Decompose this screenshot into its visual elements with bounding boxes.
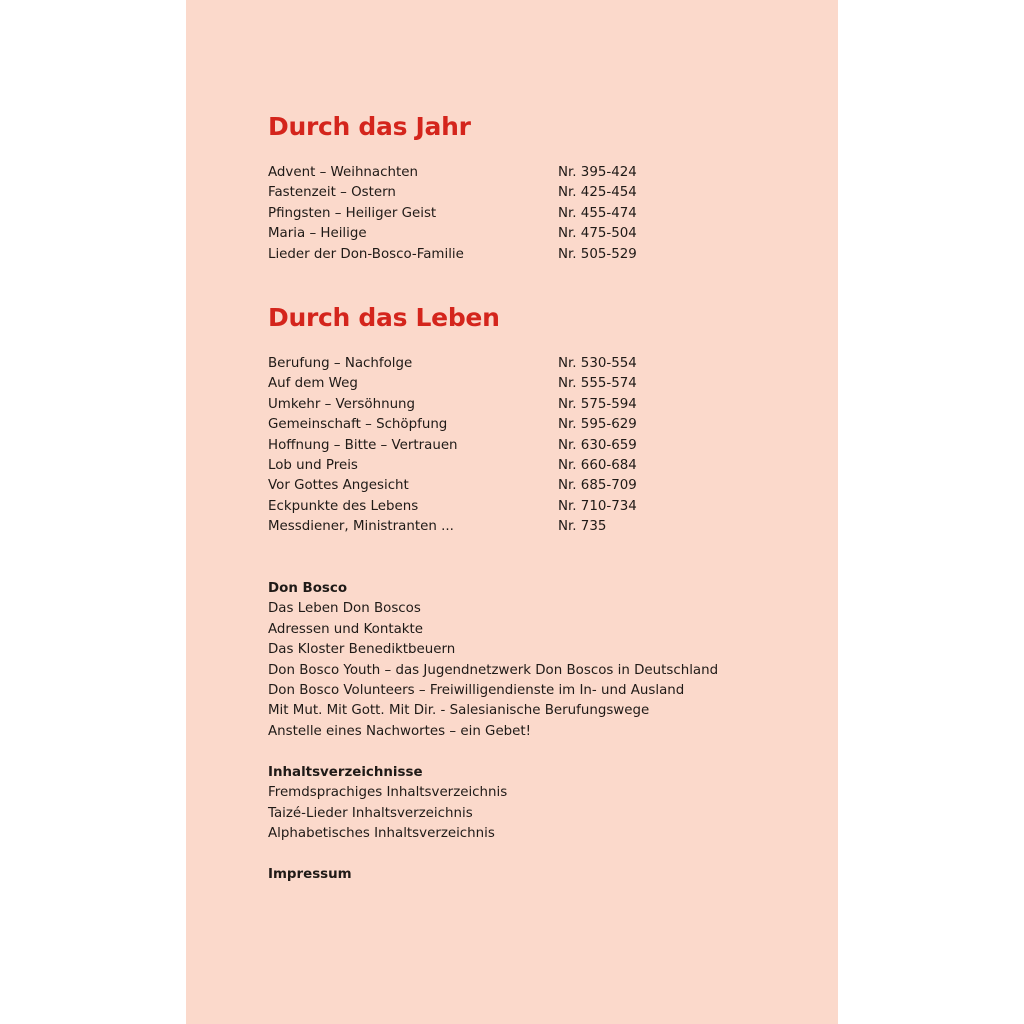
section-heading-durch-das-leben: Durch das Leben	[268, 303, 500, 332]
impressum-title: Impressum	[268, 867, 352, 882]
don-bosco-entry: Don Bosco Youth – das Jugendnetzwerk Don Boscos in Deutschland	[268, 662, 719, 678]
toc-entry-number: Nr. 530-554	[558, 356, 637, 371]
toc-entry-number: Nr. 425-454	[558, 185, 637, 201]
toc-entry	[268, 245, 828, 265]
toc-entry-number: Nr. 395-424	[558, 165, 637, 180]
toc-entry-number: Nr. 575-594	[558, 396, 637, 412]
section-heading-durch-das-jahr: Durch das Jahr	[268, 112, 471, 141]
toc-entry-number: Nr. 660-684	[558, 457, 637, 473]
toc-entry	[268, 183, 828, 203]
toc-entry-title: Auf dem Weg	[268, 376, 358, 392]
indexes-entry: Alphabetisches Inhaltsverzeichnis	[268, 826, 495, 842]
don-bosco-entry: Don Bosco Volunteers – Freiwilligendienste im In- und Ausland	[268, 682, 685, 698]
indexes-entry: Fremdsprachiges Inhaltsverzeichnis	[268, 785, 508, 801]
toc-entry	[268, 476, 828, 496]
toc-entry-number: Nr. 630-659	[558, 437, 637, 453]
toc-entry-title: Pfingsten – Heiliger Geist	[268, 205, 437, 221]
toc-entry	[268, 456, 828, 476]
toc-entry	[268, 436, 828, 456]
toc-list-durch-das-jahr	[268, 163, 828, 265]
don-bosco-entry: Das Leben Don Boscos	[268, 601, 421, 617]
toc-entry	[268, 224, 828, 244]
toc-entry	[268, 517, 828, 537]
document-page	[186, 0, 838, 1024]
toc-entry-title: Berufung – Nachfolge	[268, 356, 413, 371]
toc-entry-title: Fastenzeit – Ostern	[268, 185, 396, 201]
toc-entry	[268, 204, 828, 224]
indexes-title: Inhaltsverzeichnisse	[268, 765, 423, 780]
toc-entry-number: Nr. 685-709	[558, 478, 637, 494]
toc-entry-number: Nr. 735	[558, 519, 607, 535]
don-bosco-entry: Mit Mut. Mit Gott. Mit Dir. - Salesianische Berufungswege	[268, 703, 650, 719]
impressum-section	[268, 865, 828, 885]
indexes-section	[268, 763, 828, 845]
toc-entry	[268, 374, 828, 394]
toc-entry-number: Nr. 475-504	[558, 226, 637, 242]
toc-entry-title: Maria – Heilige	[268, 226, 367, 242]
toc-entry-title: Lob und Preis	[268, 457, 358, 473]
toc-entry-number: Nr. 710-734	[558, 498, 637, 514]
don-bosco-title: Don Bosco	[268, 581, 348, 596]
don-bosco-section	[268, 579, 828, 742]
toc-entry-title: Eckpunkte des Lebens	[268, 498, 419, 514]
don-bosco-entry: Anstelle eines Nachwortes – ein Gebet!	[268, 723, 532, 739]
toc-entry	[268, 395, 828, 415]
toc-entry	[268, 163, 828, 183]
don-bosco-entry: Das Kloster Benediktbeuern	[268, 642, 456, 658]
toc-entry-title: Lieder der Don-Bosco-Familie	[268, 246, 464, 262]
toc-entry-title: Vor Gottes Angesicht	[268, 478, 409, 494]
toc-entry-number: Nr. 595-629	[558, 417, 637, 433]
toc-entry-number: Nr. 555-574	[558, 376, 637, 392]
toc-entry	[268, 497, 828, 517]
indexes-entry: Taizé-Lieder Inhaltsverzeichnis	[268, 805, 473, 821]
toc-entry	[268, 354, 828, 374]
toc-entry-number: Nr. 505-529	[558, 246, 637, 262]
toc-entry-title: Umkehr – Versöhnung	[268, 396, 416, 412]
toc-list-durch-das-leben	[268, 354, 828, 538]
toc-entry-title: Hoffnung – Bitte – Vertrauen	[268, 437, 458, 453]
toc-entry-title: Gemeinschaft – Schöpfung	[268, 417, 448, 433]
toc-entry	[268, 415, 828, 435]
don-bosco-entry: Adressen und Kontakte	[268, 621, 424, 637]
toc-entry-title: Messdiener, Ministranten ...	[268, 519, 454, 535]
toc-entry-number: Nr. 455-474	[558, 205, 637, 221]
toc-entry-title: Advent – Weihnachten	[268, 165, 418, 180]
